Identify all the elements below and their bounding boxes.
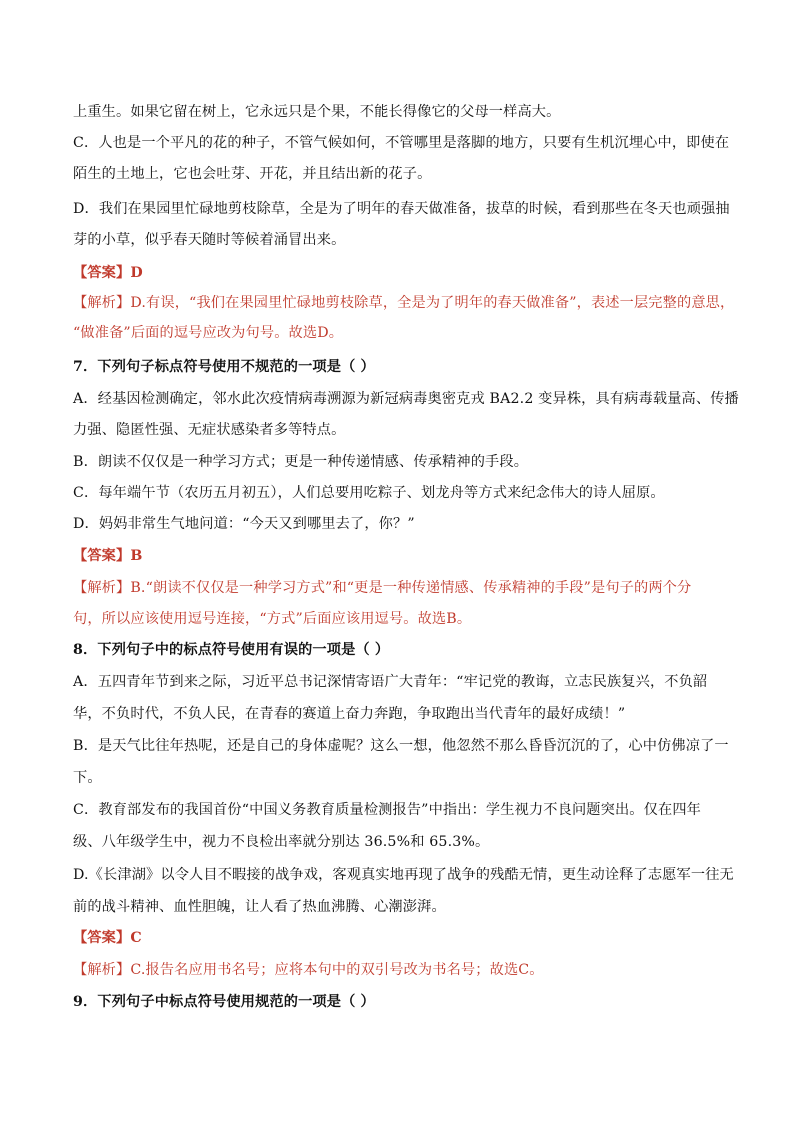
answer-label: 【答案】D <box>73 265 143 281</box>
question-title: 9．下列句子中标点符号使用规范的一项是（ ） <box>73 994 375 1010</box>
option-d-line: D．我们在果园里忙碌地剪枝除草，全是为了明年的春天做准备，拔草的时候，看到那些在冬天也顽强抽 <box>73 201 730 217</box>
analysis-text: “做准备”后面的逗号应改为句号。故选D。 <box>73 325 344 341</box>
option-a-line: A．经基因检测确定，邻水此次疫情病毒溯源为新冠病毒奥密克戎 BA2.2 变异株，具有病毒载量高、传播 <box>73 391 739 407</box>
option-b-line: B．是天气比往年热呢，还是自己的身体虚呢？这么一想，他忽然不那么昏昏沉沉的了，心中仿佛凉了一 <box>73 738 729 754</box>
text-line: 陌生的土地上，它也会吐芽、开花，并且结出新的花子。 <box>73 166 432 182</box>
answer-label: 【答案】C <box>73 930 142 946</box>
answer-label: 【答案】B <box>73 548 143 564</box>
analysis-text: 【解析】B.“朗读不仅仅是一种学习方式”和“更是一种传递情感、传承精神的手段”是句子的两个分 <box>73 580 692 596</box>
option-d-line: D.《长津湖》以令人目不暇接的战争戏，客观真实地再现了战争的残酷无情，更生动诠释了志愿军一往无 <box>73 867 734 883</box>
option-c-line: C．人也是一个平凡的花的种子，不管气候如何，不管哪里是落脚的地方，只要有生机沉埋心中，即使在 <box>73 135 730 151</box>
text-line: 华，不负时代，不负人民，在青春的赛道上奋力奔跑，争取跑出当代青年的最好成绩！” <box>73 706 626 722</box>
analysis-text: 【解析】D.有误，“我们在果园里忙碌地剪枝除草，全是为了明年的春天做准备”，表述一层完整的意思， <box>73 295 735 311</box>
option-a-line: A．五四青年节到来之际，习近平总书记深情寄语广大青年：“牢记党的教诲，立志民族复兴，不负韶 <box>73 674 708 690</box>
option-c-line: C．每年端午节（农历五月初五），人们总要用吃粽子、划龙舟等方式来纪念伟大的诗人屈原。 <box>73 485 665 501</box>
analysis-text: 句，所以应该使用逗号连接，“方式”后面应该用逗号。故选B。 <box>73 611 472 627</box>
question-title: 7．下列句子标点符号使用不规范的一项是（ ） <box>73 359 375 375</box>
text-line: 前的战斗精神、血性胆魄，让人看了热血沸腾、心潮澎湃。 <box>73 899 446 915</box>
question-title: 8．下列句子中的标点符号使用有误的一项是（ ） <box>73 642 390 658</box>
option-b-line: B．朗读不仅仅是一种学习方式；更是一种传递情感、传承精神的手段。 <box>73 454 529 470</box>
option-d-line: D．妈妈非常生气地问道：“今天又到哪里去了，你？” <box>73 516 415 532</box>
text-line: 力强、隐匿性强、无症状感染者多等特点。 <box>73 422 346 438</box>
analysis-text: 【解析】C.报告名应用书名号；应将本句中的双引号改为书名号；故选C。 <box>73 962 544 978</box>
option-c-line: C．教育部发布的我国首份“中国义务教育质量检测报告”中指出：学生视力不良问题突出。仅在四年 <box>73 802 701 818</box>
text-line: 级、八年级学生中，视力不良检出率就分别达 36.5%和 65.3%。 <box>73 834 490 850</box>
text-line: 上重生。如果它留在树上，它永远只是个果，不能长得像它的父母一样高大。 <box>73 104 561 120</box>
text-line: 芽的小草，似乎春天随时等候着涌冒出来。 <box>73 232 346 248</box>
text-line: 下。 <box>73 770 102 786</box>
